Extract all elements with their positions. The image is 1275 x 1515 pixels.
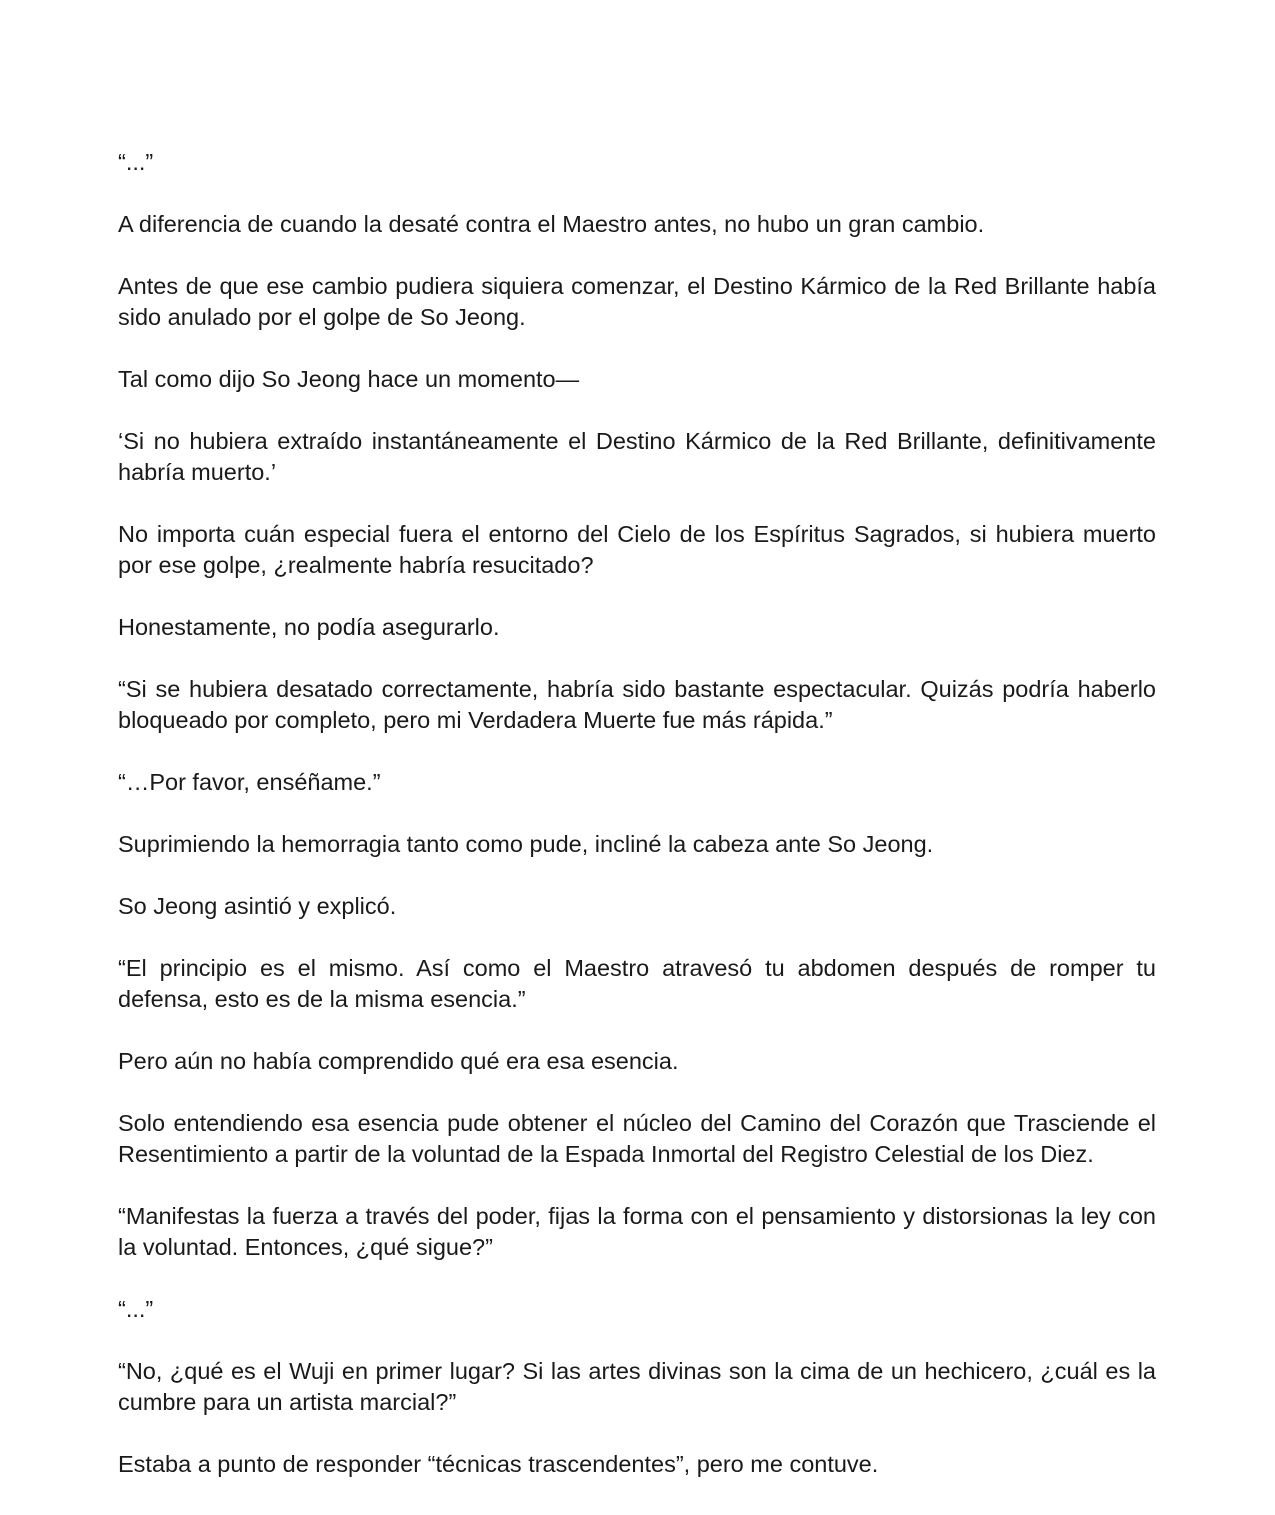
paragraph-18: Estaba a punto de responder “técnicas trascendentes”, pero me contuve. (118, 1451, 879, 1477)
paragraph-8: “Si se hubiera desatado correctamente, habría sido bastante espectacular. Quizás podría haberlo bloqueado por completo, pero mi Verdadera Muerte fue más rápida.” (118, 676, 1156, 733)
paragraph-12: “El principio es el mismo. Así como el Maestro atravesó tu abdomen después de romper tu defensa, esto es de la misma esencia.” (118, 955, 1156, 1012)
paragraph-15: “Manifestas la fuerza a través del poder, fijas la forma con el pensamiento y distorsionas la ley con la voluntad. Entonces, ¿qué sigue?” (118, 1203, 1156, 1260)
paragraph-13: Pero aún no había comprendido qué era esa esencia. (118, 1048, 679, 1074)
paragraph-3: Antes de que ese cambio pudiera siquiera comenzar, el Destino Kármico de la Red Brillante había sido anulado por el golpe de So Jeong. (118, 273, 1156, 330)
paragraph-1: “...” (118, 149, 154, 175)
document-body (118, 147, 1156, 1511)
paragraph-2: A diferencia de cuando la desaté contra el Maestro antes, no hubo un gran cambio. (118, 211, 985, 237)
paragraph-7: Honestamente, no podía asegurarlo. (118, 614, 500, 640)
paragraph-5: ‘Si no hubiera extraído instantáneamente el Destino Kármico de la Red Brillante, definitivamente habría muerto.’ (118, 428, 1156, 485)
paragraph-11: So Jeong asintió y explicó. (118, 893, 397, 919)
paragraph-6: No importa cuán especial fuera el entorno del Cielo de los Espíritus Sagrados, si hubiera muerto por ese golpe, ¿realmente habría resucitado? (118, 521, 1156, 578)
paragraph-16: “...” (118, 1296, 154, 1322)
paragraph-4: Tal como dijo So Jeong hace un momento— (118, 366, 580, 392)
paragraph-14: Solo entendiendo esa esencia pude obtener el núcleo del Camino del Corazón que Trasciende el Resentimiento a partir de la voluntad de la Espada Inmortal del Registro Celestial de los Diez. (118, 1110, 1156, 1167)
paragraph-10: Suprimiendo la hemorragia tanto como pude, incliné la cabeza ante So Jeong. (118, 831, 934, 857)
paragraph-17: “No, ¿qué es el Wuji en primer lugar? Si las artes divinas son la cima de un hechicero, ¿cuál es la cumbre para un artista marcial?” (118, 1358, 1156, 1415)
paragraph-9: “…Por favor, enséñame.” (118, 769, 381, 795)
